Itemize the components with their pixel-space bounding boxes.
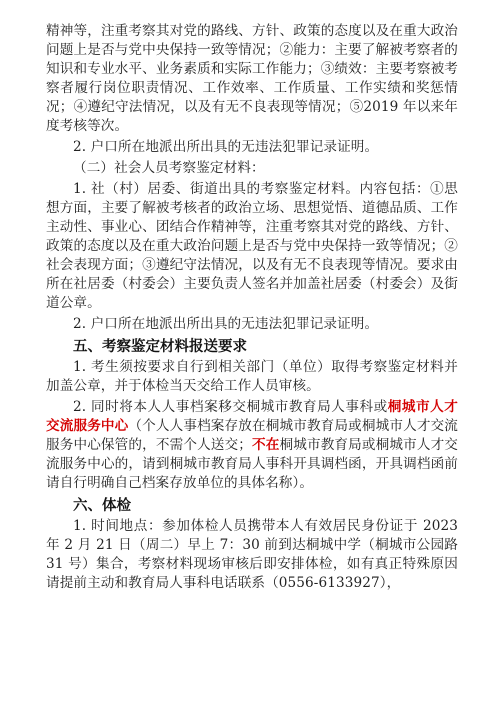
paragraph-performance-criteria: 精神等，注重考察其对党的路线、方针、政策的态度以及在重大政治问题上是否与党中央保持一致等情况；②能力：主要了解被考察者的知识和专业水平、业务素质和实际工作能力；③绩效：主要考察被考察者履行岗位职责情况、工作效率、工作质量、工作实绩和奖惩情况；④遵纪守法情况，以及有无不良表现等情况；⑤2019 年以来年度考核等次。 xyxy=(46,23,458,134)
paragraph-archive-transfer xyxy=(46,398,458,493)
paragraph-police-certificate-2: 2. 户口所在地派出所出具的无违法犯罪记录证明。 xyxy=(73,316,379,332)
paragraph-community-materials: 1. 社（村）居委、街道出具的考察鉴定材料。内容包括：①思想方面，主要了解被考核者的政治立场、思想觉悟、道德品质、工作主动性、事业心、团结合作精神等，注重考察其对党的路线、方针、政策的态度以及在重大政治问题上是否与党中央保持一致等情况；②社会表现方面；③遵纪守法情况，以及有无不良表现等情况。要求由所在社居委（村委会）主要负责人签名并加盖社居委（村委会）及街道公章。 xyxy=(46,181,458,311)
archive-text-c: 桐城市教育局或桐城市人才交流服务中心的，请到桐城市教育局人事科开具调档函，开具调档函前请自行明确自己档案存放单位的具体名称）。 xyxy=(46,437,459,491)
paragraph-physical-exam-time: 1. 时间地点：参加体检人员携带本人有效居民身份证于 2023 年 2 月 21 日（周二）早上 7：30 前到达桐城中学（桐城市公园路 31 号）集合，考察材料现场审核后即安排体检，如有真正特殊原因请提前主动和教育局人事科电话联系（0556-6133927）， xyxy=(46,518,458,591)
archive-text-b: （个人人事档案存放在桐城市教育局或桐城市人才交流服务中心保管的，不需个人送交； xyxy=(46,418,458,453)
subheading-social-personnel: （二）社会人员考察鉴定材料： xyxy=(73,160,265,176)
highlight-talent-center: 桐城市人才交流服务中心 xyxy=(46,399,458,434)
section-heading-6: 六、体检 xyxy=(73,498,131,514)
paragraph-submission-requirement: 1. 考生须按要求自行到相关部门（单位）取得考察鉴定材料并加盖公章，并于体检当天交给工作人员审核。 xyxy=(46,359,458,394)
highlight-not-in: 不在 xyxy=(251,437,280,453)
section-heading-5: 五、考察鉴定材料报送要求 xyxy=(73,339,247,355)
paragraph-police-certificate: 2. 户口所在地派出所出具的无违法犯罪记录证明。 xyxy=(73,139,379,155)
archive-text-a: 2. 同时将本人人事档案移交桐城市教育局人事科或 xyxy=(73,399,388,415)
